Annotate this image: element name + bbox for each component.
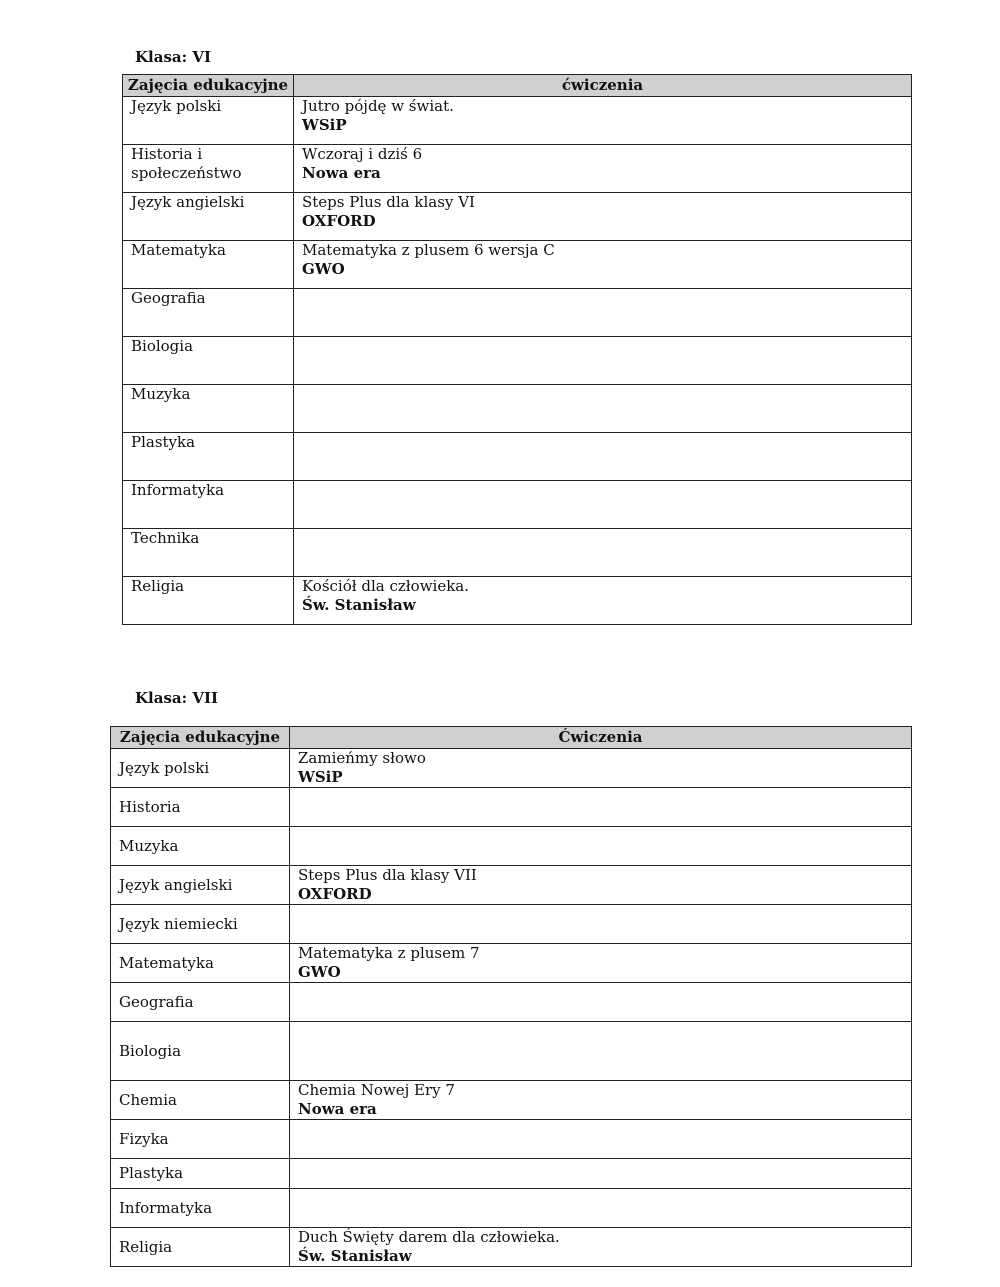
exercise-cell [290,827,912,866]
subject-cell: Religia [111,1228,290,1267]
subject-cell: Język angielski [111,866,290,905]
table-row [111,749,912,788]
publisher: Nowa era [302,164,381,182]
exercise-cell [294,577,912,625]
exercise-title: Zamieńmy słowo [298,749,426,767]
exercise-cell [290,788,912,827]
exercise-cell [294,289,912,337]
subject-cell: Chemia [111,1081,290,1120]
exercise-cell [290,905,912,944]
table-row [123,577,912,625]
exercise-cell [290,866,912,905]
column-header-subject: Zajęcia edukacyjne [123,75,294,97]
exercise-cell [290,1189,912,1228]
table-row [111,827,912,866]
subject-cell: Język niemiecki [111,905,290,944]
exercise-cell [290,983,912,1022]
table-row [111,1120,912,1159]
publisher: Św. Stanisław [298,1247,412,1265]
exercise-cell [290,1159,912,1189]
subject-cell: Historia [111,788,290,827]
exercise-cell [290,749,912,788]
class-7-table [110,726,912,1267]
exercise-title: Jutro pójdę w świat. [302,97,454,115]
table-row [123,241,912,289]
table-row [123,97,912,145]
subject-cell: Język angielski [123,193,294,241]
subject-cell: Plastyka [111,1159,290,1189]
publisher: GWO [302,260,345,278]
subject-cell: Informatyka [123,481,294,529]
exercise-cell [294,481,912,529]
column-header-exercises: ćwiczenia [294,75,912,97]
exercise-cell [290,1022,912,1081]
subject-cell: Matematyka [123,241,294,289]
exercise-title: Matematyka z plusem 6 wersja C [302,241,555,259]
publisher: OXFORD [298,885,372,903]
table-row [123,193,912,241]
table-row [123,529,912,577]
exercise-cell [294,145,912,193]
class-6-label: Klasa: VI [135,48,212,66]
exercise-title: Wczoraj i dziś 6 [302,145,423,163]
subject-cell: Język polski [111,749,290,788]
column-header-subject: Zajęcia edukacyjne [111,727,290,749]
publisher: Św. Stanisław [302,596,416,614]
subject-cell: Język polski [123,97,294,145]
subject-cell: Plastyka [123,433,294,481]
publisher: WSiP [302,116,347,134]
table-row [123,481,912,529]
exercise-cell [294,385,912,433]
subject-cell: Geografia [111,983,290,1022]
table-row [111,983,912,1022]
table-row [123,289,912,337]
subject-cell: Matematyka [111,944,290,983]
class-7-label: Klasa: VII [135,689,219,707]
publisher: Nowa era [298,1100,377,1118]
subject-cell: Fizyka [111,1120,290,1159]
table-row [123,433,912,481]
subject-cell: Biologia [123,337,294,385]
subject-cell: Technika [123,529,294,577]
publisher: GWO [298,963,341,981]
exercise-cell [290,1228,912,1267]
subject-cell: Muzyka [111,827,290,866]
subject-cell: Religia [123,577,294,625]
exercise-title: Kościół dla człowieka. [302,577,470,595]
subject-cell: Muzyka [123,385,294,433]
exercise-cell [290,944,912,983]
table-row [111,1189,912,1228]
exercise-cell [294,241,912,289]
table-row [111,788,912,827]
exercise-cell [294,529,912,577]
subject-cell: Geografia [123,289,294,337]
exercise-title: Matematyka z plusem 7 [298,944,480,962]
table-row [111,1159,912,1189]
subject-cell: Biologia [111,1022,290,1081]
table-row [111,905,912,944]
table-row [111,1228,912,1267]
exercise-title: Duch Święty darem dla człowieka. [298,1228,560,1246]
exercise-title: Steps Plus dla klasy VII [298,866,477,884]
class-6-table [122,74,912,625]
exercise-cell [294,193,912,241]
exercise-title: Steps Plus dla klasy VI [302,193,475,211]
publisher: OXFORD [302,212,376,230]
table-row [111,866,912,905]
table-row [111,1081,912,1120]
table-row [123,337,912,385]
publisher: WSiP [298,768,343,786]
table-row [111,1022,912,1081]
exercise-title: Chemia Nowej Ery 7 [298,1081,455,1099]
table-row [111,944,912,983]
exercise-cell [290,1120,912,1159]
column-header-exercises: Ćwiczenia [290,727,912,749]
exercise-cell [294,97,912,145]
table-row [123,385,912,433]
exercise-cell [290,1081,912,1120]
table-row [123,145,912,193]
exercise-cell [294,433,912,481]
exercise-cell [294,337,912,385]
subject-cell: Historia i społeczeństwo [123,145,294,193]
subject-cell: Informatyka [111,1189,290,1228]
